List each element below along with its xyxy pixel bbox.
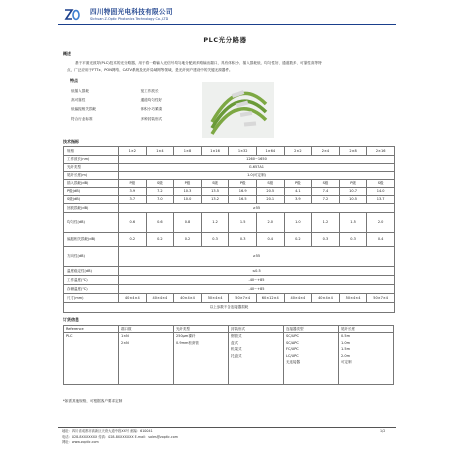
product-photo xyxy=(202,82,274,138)
order-options xyxy=(64,333,119,385)
order-option: PLC xyxy=(66,334,73,339)
overview-heading: 概述 xyxy=(63,51,71,56)
order-option: 钢管式 xyxy=(231,334,242,339)
order-options-row xyxy=(64,333,394,385)
order-col-head: 光纤类型 xyxy=(174,326,229,333)
order-options xyxy=(119,333,174,385)
order-col-head: 尾纤长度 xyxy=(339,326,394,333)
feature-value: 宽工作波长 xyxy=(140,88,159,93)
spec-cell: 温度稳定性(dB) xyxy=(64,267,119,276)
spec-table xyxy=(63,146,395,313)
features-table xyxy=(70,86,200,124)
order-option: 2×N xyxy=(121,340,129,345)
spec-cell: 0.3 xyxy=(339,233,367,247)
spec-cell: 60×12×4 xyxy=(256,294,284,303)
spec-cell: 10.7 xyxy=(339,188,367,196)
order-option: FC/UPC xyxy=(286,347,299,352)
spec-cell: 2×16 xyxy=(367,147,395,156)
spec-cell: 1×16 xyxy=(201,147,229,156)
spec-footnote: 以上参数不含连接器损耗 xyxy=(64,303,395,313)
spec-cell: 光纤类型 xyxy=(64,164,119,172)
spec-cell: 1×4 xyxy=(146,147,174,156)
spec-cell: P级 xyxy=(284,180,312,188)
order-option: SC/APC xyxy=(286,340,299,345)
spec-cell: 20.1 xyxy=(256,196,284,204)
spec-cell: 规格 xyxy=(64,147,119,156)
spec-cell: 40×4×4 xyxy=(146,294,174,303)
spec-cell: 4.1 xyxy=(284,188,312,196)
footer-website: 网址：www.zoptic.com xyxy=(62,440,99,444)
order-col-head: Reference xyxy=(64,326,119,333)
spec-cell: 插入损耗(dB) xyxy=(64,180,119,188)
spec-cell: 0.8 xyxy=(174,213,202,233)
spec-cell: 7.4 xyxy=(312,188,340,196)
spec-row xyxy=(64,267,395,276)
spec-header-row xyxy=(64,147,395,156)
spec-cell: 0.2 xyxy=(284,233,312,247)
spec-cell: 7.2 xyxy=(312,196,340,204)
spec-cell: 1.2 xyxy=(201,213,229,233)
spec-cell: 1×8 xyxy=(174,147,202,156)
spec-cell: 0.2 xyxy=(119,233,147,247)
header-divider xyxy=(58,24,396,25)
company-name-en: Sichuan Z.Optic Photonics Technology Co.,LTD xyxy=(90,17,169,21)
order-header-row xyxy=(64,326,394,333)
spec-cell: 50×7×4 xyxy=(367,294,395,303)
footer-address: 地址：四川省成都市高新区天府大道中段XX号 邮编：610041 xyxy=(62,429,153,433)
order-table xyxy=(63,325,394,385)
spec-row xyxy=(64,180,395,188)
spec-cell: 2×4 xyxy=(312,147,340,156)
order-option: LC/UPC xyxy=(286,353,299,358)
order-option: 1.0m xyxy=(341,340,350,345)
spec-cell: 2×2 xyxy=(284,147,312,156)
spec-cell: 0.3 xyxy=(312,233,340,247)
footer-divider xyxy=(58,427,396,428)
spec-cell: 0.2 xyxy=(174,233,202,247)
order-option: 2.0m xyxy=(341,353,350,358)
order-option: 可定制 xyxy=(341,360,352,365)
spec-cell: S级(dB) xyxy=(64,196,119,204)
spec-cell: 10.0 xyxy=(174,196,202,204)
spec-row xyxy=(64,196,395,204)
spec-cell: 40×4×4 xyxy=(174,294,202,303)
order-option: 1×N xyxy=(121,334,129,339)
spec-cell: ≥55 xyxy=(119,247,395,267)
spec-cell: 10.3 xyxy=(174,188,202,196)
spec-cell: S级 xyxy=(201,180,229,188)
spec-cell: 工作波长(nm) xyxy=(64,156,119,164)
spec-cell: ≥55 xyxy=(119,204,395,213)
spec-cell: P级(dB) xyxy=(64,188,119,196)
feature-row xyxy=(70,86,200,95)
feature-row xyxy=(70,114,200,123)
custom-note: *如需其他规格，可根据客户要求定制 xyxy=(63,399,123,403)
spec-cell: 40×4×4 xyxy=(312,294,340,303)
spec-cell: P级 xyxy=(174,180,202,188)
spec-cell: 1×2 xyxy=(119,147,147,156)
spec-cell: 10.5 xyxy=(339,196,367,204)
spec-cell: ≤0.5 xyxy=(119,267,395,276)
feature-value: 多种封装形式 xyxy=(140,116,163,121)
spec-cell: 工作温度(℃) xyxy=(64,276,119,285)
spec-cell: 7.0 xyxy=(146,196,174,204)
feature-label: 低偏振相关损耗 xyxy=(71,107,97,112)
spec-cell: 14.0 xyxy=(367,188,395,196)
spec-cell: 1260~1650 xyxy=(119,156,395,164)
spec-footnote-row xyxy=(64,303,395,313)
spec-cell: 16.5 xyxy=(229,196,257,204)
spec-row xyxy=(64,285,395,294)
spec-cell: 2.0 xyxy=(256,213,284,233)
spec-row xyxy=(64,233,395,247)
spec-cell: 1.2 xyxy=(312,213,340,233)
spec-cell: 1.5 xyxy=(229,213,257,233)
order-option: 盒式 xyxy=(231,340,238,345)
spec-heading: 技术指标 xyxy=(63,139,79,144)
order-options xyxy=(339,333,394,385)
spec-cell: S级 xyxy=(146,180,174,188)
spec-cell: 16.9 xyxy=(229,188,257,196)
spec-row xyxy=(64,156,395,164)
spec-cell: 1×32 xyxy=(229,147,257,156)
feature-label: 符合行业标准 xyxy=(71,116,93,121)
spec-cell: 13.2 xyxy=(201,196,229,204)
spec-cell: P级 xyxy=(229,180,257,188)
spec-cell: P级 xyxy=(119,180,147,188)
spec-cell: 50×4×4 xyxy=(201,294,229,303)
spec-cell: 尾纤长度(m) xyxy=(64,172,119,180)
order-option: 250μm裸纤 xyxy=(176,334,196,339)
feature-row xyxy=(70,95,200,104)
spec-cell: 3.7 xyxy=(119,196,147,204)
spec-cell: S级 xyxy=(367,180,395,188)
order-options xyxy=(229,333,284,385)
spec-row xyxy=(64,213,395,233)
features-heading: 特点 xyxy=(70,78,78,83)
spec-cell: S级 xyxy=(256,180,284,188)
spec-cell: P级 xyxy=(339,180,367,188)
order-option: 无连接器 xyxy=(286,360,300,365)
spec-cell: 3.9 xyxy=(119,188,147,196)
order-col-head: 连接器类型 xyxy=(284,326,339,333)
spec-cell: 7.2 xyxy=(146,188,174,196)
spec-cell: 存储温度(℃) xyxy=(64,285,119,294)
spec-row xyxy=(64,204,395,213)
spec-cell: 3.9 xyxy=(284,196,312,204)
page-number: 1/2 xyxy=(380,429,386,433)
spec-row xyxy=(64,276,395,285)
spec-cell: 尺寸(mm) xyxy=(64,294,119,303)
spec-cell: 方向性(dB) xyxy=(64,247,119,267)
spec-cell: 0.4 xyxy=(256,233,284,247)
spec-cell: 0.4 xyxy=(367,233,395,247)
feature-value: 通道均匀性好 xyxy=(140,97,163,102)
company-name-cn: 四川特固光电科技有限公司 xyxy=(90,8,173,16)
spec-cell: 1.0(可定制) xyxy=(119,172,395,180)
order-option: 0.9mm松套管 xyxy=(176,340,199,345)
spec-cell: 50×4×4 xyxy=(339,294,367,303)
spec-row xyxy=(64,188,395,196)
spec-row xyxy=(64,247,395,267)
spec-cell: 0.6 xyxy=(146,213,174,233)
order-option: 托盘式 xyxy=(231,353,242,358)
overview-text xyxy=(67,60,327,74)
spec-cell: 回波损耗(dB) xyxy=(64,204,119,213)
spec-cell: S级 xyxy=(312,180,340,188)
feature-value: 体积小巧紧凑 xyxy=(140,107,163,112)
spec-cell: 0.3 xyxy=(201,233,229,247)
spec-cell: 40×4×4 xyxy=(119,294,147,303)
order-option: 机架式 xyxy=(231,347,242,352)
spec-cell: 20.5 xyxy=(256,188,284,196)
spec-row xyxy=(64,164,395,172)
order-heading: 订货信息 xyxy=(63,317,79,322)
spec-cell: 13.7 xyxy=(367,196,395,204)
spec-cell: G.657A1 xyxy=(119,164,395,172)
spec-cell: 偏振相关损耗(dB) xyxy=(64,233,119,247)
spec-cell: 0.6 xyxy=(119,213,147,233)
feature-label: 高可靠性 xyxy=(71,97,86,102)
spec-cell: -40~+85 xyxy=(119,276,395,285)
spec-cell: 2.0 xyxy=(367,213,395,233)
spec-cell: 40×4×4 xyxy=(284,294,312,303)
spec-row xyxy=(64,172,395,180)
order-col-head: 封装形式 xyxy=(229,326,284,333)
spec-row xyxy=(64,294,395,303)
spec-cell: 2×8 xyxy=(339,147,367,156)
order-option: 1.5m xyxy=(341,347,350,352)
spec-cell: -40~+85 xyxy=(119,285,395,294)
company-logo-icon xyxy=(64,9,80,21)
feature-row xyxy=(70,105,200,114)
spec-cell: 50×7×4 xyxy=(229,294,257,303)
order-options xyxy=(174,333,229,385)
order-col-head: 端口数 xyxy=(119,326,174,333)
spec-cell: 0.2 xyxy=(146,233,174,247)
spec-cell: 13.5 xyxy=(201,188,229,196)
order-option: SC/UPC xyxy=(286,334,299,339)
order-option: 0.5m xyxy=(341,334,350,339)
spec-cell: 均匀性(dB) xyxy=(64,213,119,233)
footer-contact: 电话：028-8XXXXXXX 传真：028-8XXXXXXX E-mail：sales@zoptic.com xyxy=(62,434,178,439)
spec-cell: 0.3 xyxy=(229,233,257,247)
spec-cell: 1.0 xyxy=(284,213,312,233)
order-options xyxy=(284,333,339,385)
spec-cell: 1×64 xyxy=(256,147,284,156)
overview-paragraph: 基于平面光波导(PLC)技术的光分路器，用于将一路输入光信号均匀地分配到多路输出端口，具有体积小、插入损耗低、均匀性好、通道数多、可靠性高等特点，广泛应用于FTTx、PON网络、CATV系统及光纤局域网等领域，是光纤到户建设中的关键无源器件。 xyxy=(67,61,322,72)
feature-label: 低插入损耗 xyxy=(71,88,89,93)
page-title: PLC光分路器 xyxy=(203,36,247,44)
spec-cell: 1.5 xyxy=(339,213,367,233)
